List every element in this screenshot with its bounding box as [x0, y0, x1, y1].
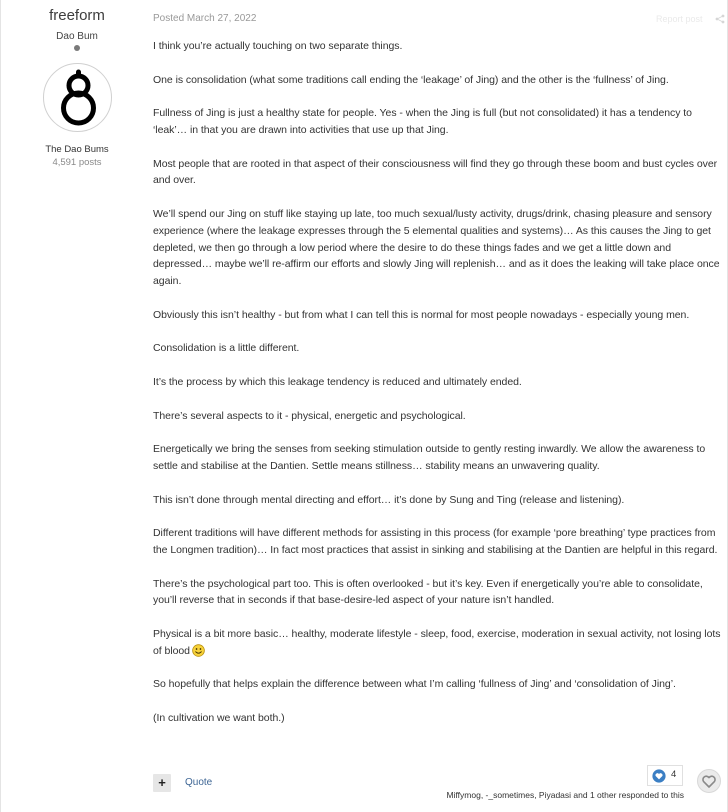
post-paragraph: Energetically we bring the senses from seeking stimulation outside to gently resting inwardly. We allow the awareness to settle and stabilise at the Dantien. Settle means stillness… stability means an unwavering quality. — [153, 443, 706, 472]
post-paragraph: Obviously this isn’t healthy - but from what I can tell this is normal for most people nowadays - especially young men. — [153, 308, 690, 321]
avatar[interactable] — [43, 63, 112, 132]
report-post-link[interactable]: Report post — [656, 14, 703, 24]
author-rank: Dao Bum — [56, 31, 98, 42]
react-button[interactable] — [697, 769, 721, 793]
post-paragraph: One is consolidation (what some traditions call ending the ‘leakage’ of Jing) and the other is the ‘fullness’ of Jing. — [153, 73, 669, 86]
post-paragraph: Most people that are rooted in that aspect of their consciousness will find they go through these boom and bust cycles over and over. — [153, 157, 718, 187]
author-name[interactable]: freeform — [49, 7, 105, 24]
gourd-icon — [44, 64, 112, 132]
post-paragraph: Consolidation is a little different. — [153, 342, 300, 355]
author-post-count: 4,591 posts — [52, 157, 102, 168]
multiquote-button[interactable]: + — [153, 774, 171, 792]
smiley-icon — [192, 644, 205, 657]
post-paragraph: (In cultivation we want both.) — [153, 711, 285, 724]
online-status-dot — [74, 45, 80, 51]
post-paragraph: There’s several aspects to it - physical, energetic and psychological. — [153, 409, 466, 422]
post-paragraph: This isn’t done through mental directing and effort… it’s done by Sung and Ting (release and listening). — [153, 493, 625, 506]
post-paragraph: I think you’re actually touching on two separate things. — [153, 40, 403, 52]
post-paragraph: There’s the psychological part too. This is often overlooked - but it’s key. Even if energetically you’re able to consolidate, you’ll reverse that in seconds if that base-desire-led aspect of your nature isn’t handled. — [153, 577, 703, 607]
post-paragraph: So hopefully that helps explain the difference between what I’m calling ‘fullness of Jing’ and ‘consolidation of Jing’. — [153, 678, 676, 691]
post-body — [153, 38, 725, 743]
heart-reaction-icon — [652, 769, 666, 783]
author-group: The Dao Bums — [45, 144, 109, 155]
post-paragraph: We’ll spend our Jing on stuff like staying up late, too much sexual/lusty activity, drugs/drink, chasing pleasure and sensory experience (where the leakage expresses through the 5 elemental qualities and systems)… As this causes the Jing to get depleted, we then go through a low period where the desire to do these things fades and we get a little down and depressed… maybe we’ll re-affirm our efforts and slowly Jing will replenish… and as it does the leaking will take place once again. — [153, 207, 720, 288]
share-icon[interactable] — [715, 14, 725, 24]
post-paragraph — [153, 626, 725, 660]
heart-icon — [698, 770, 720, 792]
reaction-count: 4 — [671, 769, 677, 780]
quote-button[interactable]: Quote — [185, 777, 213, 788]
post-date[interactable]: Posted March 27, 2022 — [153, 13, 257, 24]
post-paragraph: It’s the process by which this leakage tendency is reduced and ultimately ended. — [153, 375, 522, 388]
physical-text: Physical is a bit more basic… healthy, moderate lifestyle - sleep, food, exercise, moderation in sexual activity, not losing lots of blood — [153, 627, 721, 657]
reactions-who-responded[interactable]: Miffymog, -_sometimes, Piyadasi and 1 other responded to this — [446, 790, 684, 800]
post-paragraph: Fullness of Jing is just a healthy state for people. Yes - when the Jing is full (but not consolidated) it has a tendency to ‘leak’… in that you are drawn into activities that use up that Jing. — [153, 107, 692, 136]
reaction-summary[interactable] — [647, 765, 683, 786]
post-paragraph: Different traditions will have different methods for assisting in this process (for example ‘pore breathing’ type practices from the Longmen tradition)… In fact most practices that assist in sinking and stabilising at the Dantien are helpful in this regard. — [153, 527, 718, 556]
